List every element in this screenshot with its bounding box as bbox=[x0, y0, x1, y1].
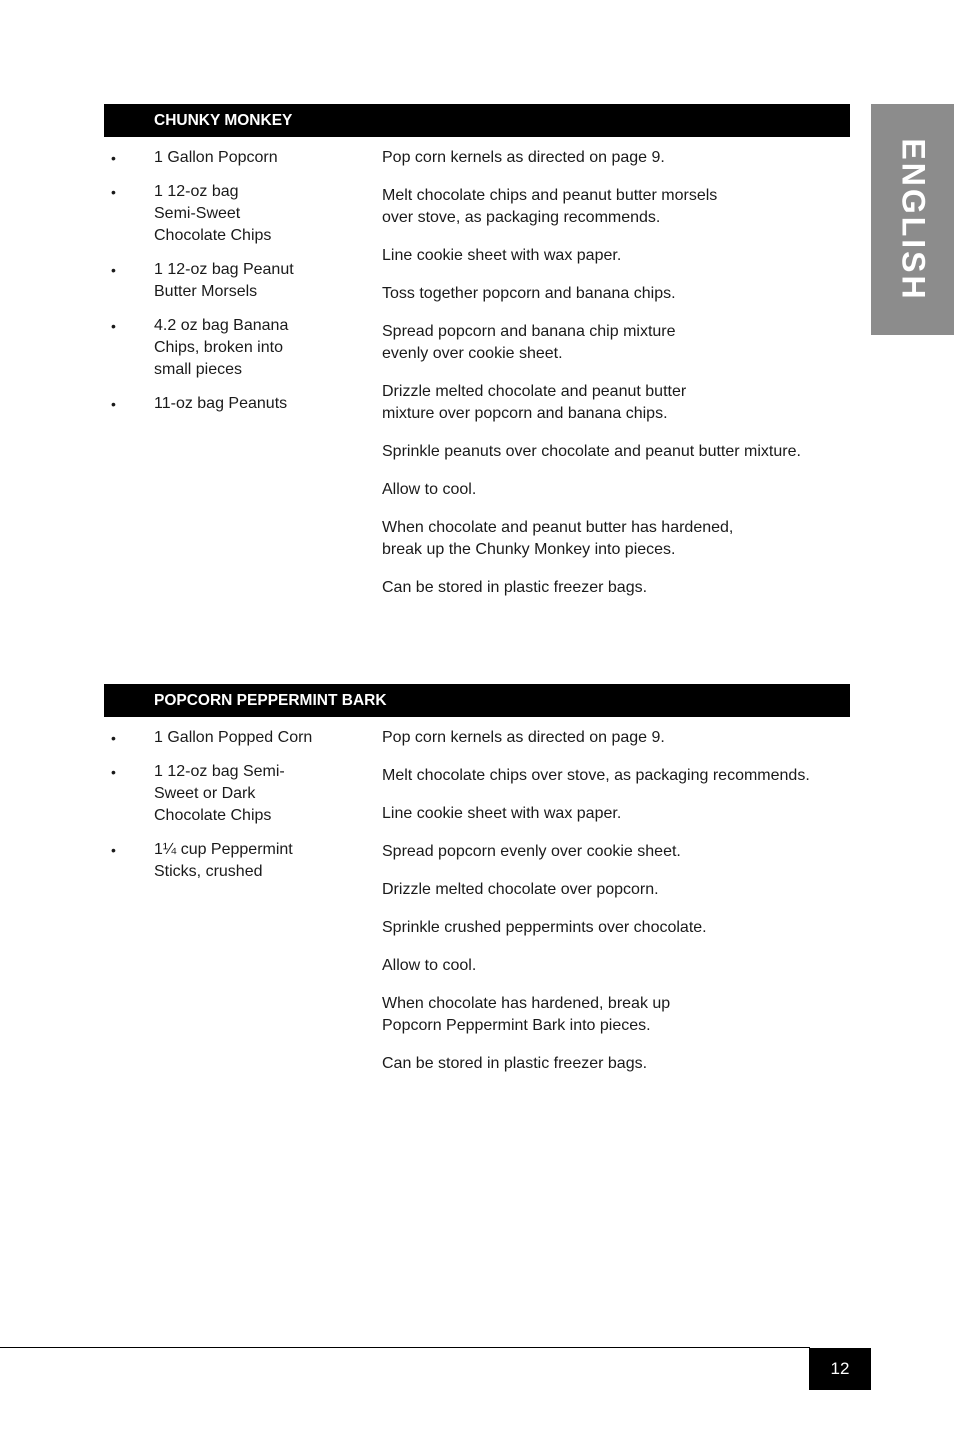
ingredient-text: 4.2 oz bag Banana Chips, broken into small pieces bbox=[154, 317, 289, 378]
bullet-icon: • bbox=[111, 730, 116, 746]
ingredient-item bbox=[104, 147, 382, 169]
ingredient-list bbox=[104, 727, 382, 1091]
ingredient-text: 1 12-oz bag Semi-Sweet Chocolate Chips bbox=[154, 183, 272, 244]
footer-rule bbox=[0, 1347, 810, 1348]
recipe-title: POPCORN PEPPERMINT BARK bbox=[104, 684, 850, 717]
ingredient-text: 1 12-oz bag Peanut Butter Morsels bbox=[154, 261, 294, 300]
step-list bbox=[382, 727, 850, 1091]
step-item: Allow to cool. bbox=[382, 481, 477, 498]
bullet-icon: • bbox=[111, 262, 116, 278]
language-tab-label: ENGLISH bbox=[895, 137, 931, 302]
step-item: Can be stored in plastic freezer bags. bbox=[382, 1055, 648, 1072]
step-item: When chocolate and peanut butter has hardened, break up the Chunky Monkey into pieces. bbox=[382, 519, 734, 558]
bullet-icon: • bbox=[111, 184, 116, 200]
page-number: 12 bbox=[809, 1348, 871, 1390]
bullet-icon: • bbox=[111, 396, 116, 412]
bullet-icon: • bbox=[111, 318, 116, 334]
language-tab bbox=[871, 104, 954, 335]
ingredient-item bbox=[104, 839, 382, 883]
step-item: Line cookie sheet with wax paper. bbox=[382, 805, 622, 822]
step-list bbox=[382, 147, 850, 615]
step-item: Drizzle melted chocolate and peanut butter mixture over popcorn and banana chips. bbox=[382, 383, 687, 422]
bullet-icon: • bbox=[111, 764, 116, 780]
ingredient-text: 11-oz bag Peanuts bbox=[154, 395, 288, 412]
step-item: Pop corn kernels as directed on page 9. bbox=[382, 149, 665, 166]
ingredient-item bbox=[104, 315, 382, 381]
recipe-popcorn-peppermint-bark bbox=[104, 684, 850, 1091]
step-item: Can be stored in plastic freezer bags. bbox=[382, 579, 648, 596]
step-item: Melt chocolate chips over stove, as packaging recommends. bbox=[382, 767, 810, 784]
recipe-body bbox=[104, 727, 850, 1091]
step-item: Spread popcorn evenly over cookie sheet. bbox=[382, 843, 681, 860]
recipe-title: CHUNKY MONKEY bbox=[104, 104, 850, 137]
ingredient-item bbox=[104, 259, 382, 303]
ingredient-item bbox=[104, 761, 382, 827]
ingredient-item bbox=[104, 393, 382, 415]
step-item: When chocolate has hardened, break up Popcorn Peppermint Bark into pieces. bbox=[382, 995, 671, 1034]
step-item: Pop corn kernels as directed on page 9. bbox=[382, 729, 665, 746]
ingredient-text: 1 12-oz bag Semi- Sweet or Dark Chocolate Chips bbox=[154, 763, 285, 824]
step-item: Sprinkle crushed peppermints over chocolate. bbox=[382, 919, 707, 936]
recipe-body bbox=[104, 147, 850, 615]
step-item: Line cookie sheet with wax paper. bbox=[382, 247, 622, 264]
step-item: Toss together popcorn and banana chips. bbox=[382, 285, 676, 302]
ingredient-text: 1¼ cup Peppermint Sticks, crushed bbox=[154, 841, 293, 880]
bullet-icon: • bbox=[111, 150, 116, 166]
recipe-chunky-monkey bbox=[104, 104, 850, 615]
step-item: Drizzle melted chocolate over popcorn. bbox=[382, 881, 659, 898]
bullet-icon: • bbox=[111, 842, 116, 858]
step-item: Allow to cool. bbox=[382, 957, 477, 974]
step-item: Spread popcorn and banana chip mixture evenly over cookie sheet. bbox=[382, 323, 676, 362]
ingredient-text: 1 Gallon Popped Corn bbox=[154, 729, 313, 746]
ingredient-item bbox=[104, 727, 382, 749]
step-item: Melt chocolate chips and peanut butter morsels over stove, as packaging recommends. bbox=[382, 187, 718, 226]
ingredient-list bbox=[104, 147, 382, 615]
ingredient-text: 1 Gallon Popcorn bbox=[154, 149, 278, 166]
ingredient-item bbox=[104, 181, 382, 247]
step-item: Sprinkle peanuts over chocolate and peanut butter mixture. bbox=[382, 443, 801, 460]
